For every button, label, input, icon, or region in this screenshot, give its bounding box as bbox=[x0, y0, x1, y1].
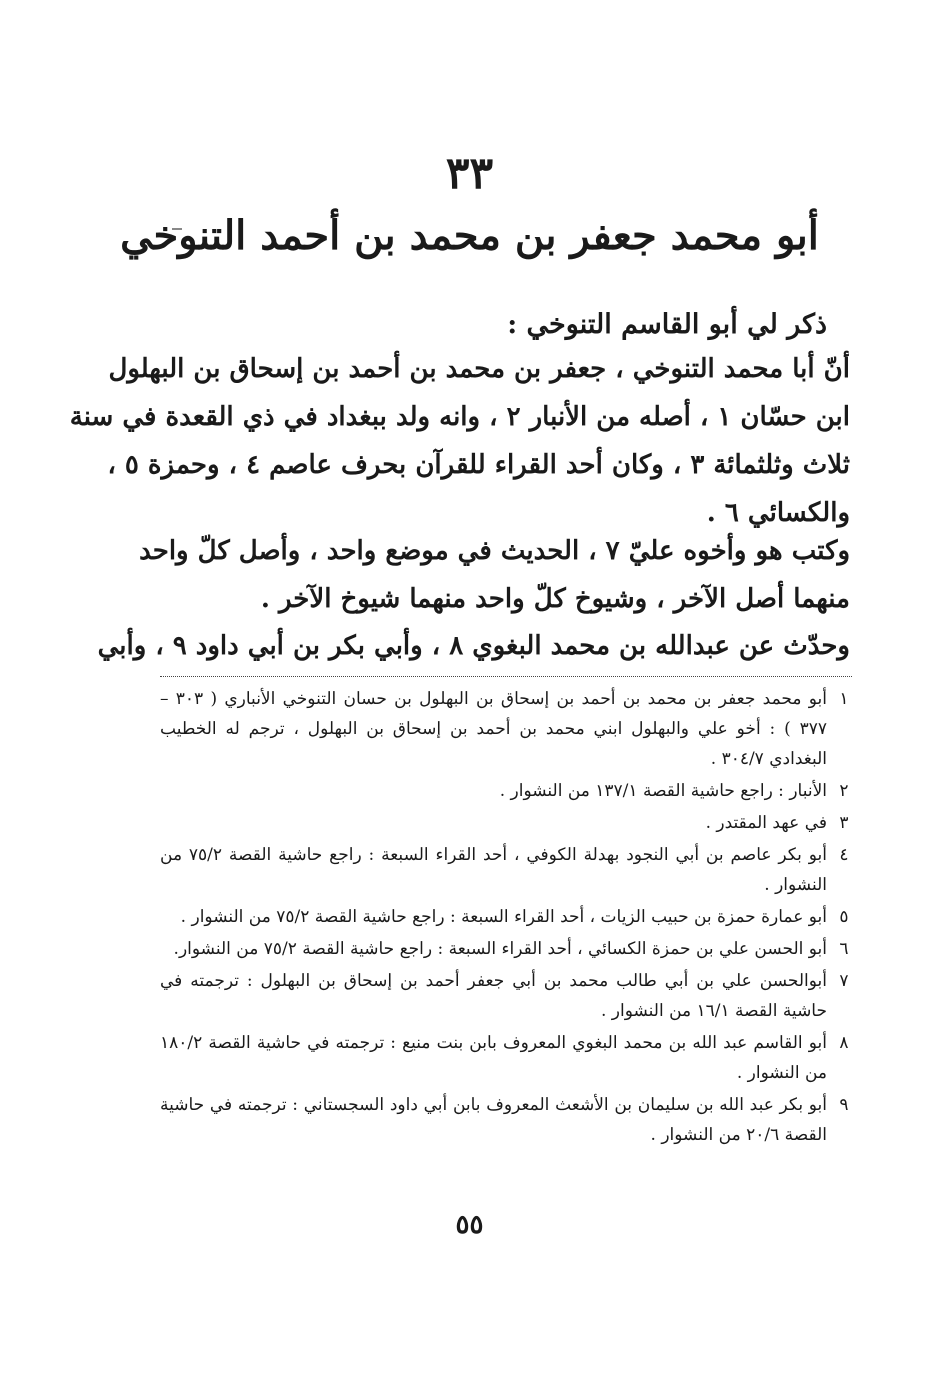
footnote-number: ٩ bbox=[839, 1095, 849, 1115]
footnote bbox=[160, 840, 855, 900]
footnote bbox=[160, 776, 855, 806]
footnote-number: ٤ bbox=[839, 845, 849, 865]
footnote-text: الأنبار : راجع حاشية القصة ١٣٧/١ من النشوار . bbox=[499, 781, 827, 801]
text-line: ثلاث وثلثمائة ٣ ، وكان أحد القراء للقرآن بحرف عاصم ٤ ، وحمزة ٥ ، bbox=[107, 450, 850, 480]
footnote-text: أبو محمد جعفر بن محمد بن أحمد بن إسحاق بن البهلول بن حسان التنوخي الأنباري ( ٣٠٣ – ٣٧٧ ) : أخو علي والبهلول ابني محمد بن أحمد بن إسحاق بن البهلول ، ترجم له الخطيب البغدادي ٣٠٤/٧ . bbox=[160, 689, 828, 769]
footnote-text: في عهد المقتدر . bbox=[705, 813, 827, 833]
footnote-text: أبو بكر عبد الله بن سليمان بن الأشعث المعروف بابن أبي داود السجستاني : ترجمته في حاشية القصة ٢٠/٦ من النشوار . bbox=[160, 1095, 827, 1145]
footnote bbox=[160, 1028, 855, 1088]
footnote-text: أبو القاسم عبد الله بن محمد البغوي المعروف بابن بنت منيع : ترجمته في حاشية القصة ١٨٠/٢ من النشوار . bbox=[160, 1033, 827, 1083]
footnote-text: أبو عمارة حمزة بن حبيب الزيات ، أحد القراء السبعة : راجع حاشية القصة ٧٥/٢ من النشوار . bbox=[180, 907, 827, 927]
footnote-number: ٥ bbox=[839, 907, 849, 927]
footnote bbox=[160, 902, 855, 932]
page-number: ٥٥ bbox=[455, 1210, 484, 1240]
footnote-divider bbox=[160, 676, 852, 677]
story-number: ٣٣ bbox=[445, 148, 494, 199]
footnote bbox=[160, 684, 855, 774]
footnote bbox=[160, 966, 855, 1026]
footnote-text: أبو الحسن علي بن حمزة الكسائي ، أحد القراء السبعة : راجع حاشية القصة ٧٥/٢ من النشوار. bbox=[173, 939, 827, 959]
text-line: وكتب هو وأخوه عليّ ٧ ، الحديث في موضع واحد ، وأصل كلّ واحد bbox=[139, 536, 850, 566]
footnote bbox=[160, 934, 855, 964]
footnote-number: ٣ bbox=[839, 813, 849, 833]
story-title: أبو محمد جعفر بن محمد بن أحمد التنوخي bbox=[120, 212, 819, 259]
text-line: والكسائي ٦ . bbox=[706, 498, 850, 528]
footnotes bbox=[160, 684, 855, 1152]
text-line: أنّ أبا محمد التنوخي ، جعفر بن محمد بن أحمد بن إسحاق بن البهلول bbox=[108, 354, 850, 384]
paragraph-2 bbox=[139, 527, 850, 623]
footnote bbox=[160, 808, 855, 838]
footnote-number: ١ bbox=[839, 689, 849, 709]
intro-line: ذكر لي أبو القاسم التنوخي : bbox=[507, 309, 827, 340]
footnote-number: ٢ bbox=[839, 781, 849, 801]
footnote-text: أبوالحسن علي بن أبي طالب محمد بن أبي جعفر أحمد بن إسحاق بن البهلول : ترجمته في حاشية القصة ١٦/١ من النشوار . bbox=[160, 971, 827, 1021]
footnote-number: ٨ bbox=[839, 1033, 849, 1053]
footnote-number: ٧ bbox=[839, 971, 849, 991]
text-line: منهما أصل الآخر ، وشيوخ كلّ واحد منهما شيوخ الآخر . bbox=[260, 584, 850, 614]
paragraph-3 bbox=[97, 622, 850, 670]
footnote-number: ٦ bbox=[839, 939, 849, 959]
paragraph-1 bbox=[69, 345, 850, 537]
footnote-text: أبو بكر عاصم بن أبي النجود بهدلة الكوفي ، أحد القراء السبعة : راجع حاشية القصة ٧٥/٢ من النشوار . bbox=[160, 845, 828, 895]
footnote bbox=[160, 1090, 855, 1150]
text-line: وحدّث عن عبدالله بن محمد البغوي ٨ ، وأبي بكر بن أبي داود ٩ ، وأبي bbox=[97, 631, 850, 661]
text-line: ابن حسّان ١ ، أصله من الأنبار ٢ ، وانه ولد ببغداد في ذي القعدة في سنة bbox=[69, 402, 850, 432]
